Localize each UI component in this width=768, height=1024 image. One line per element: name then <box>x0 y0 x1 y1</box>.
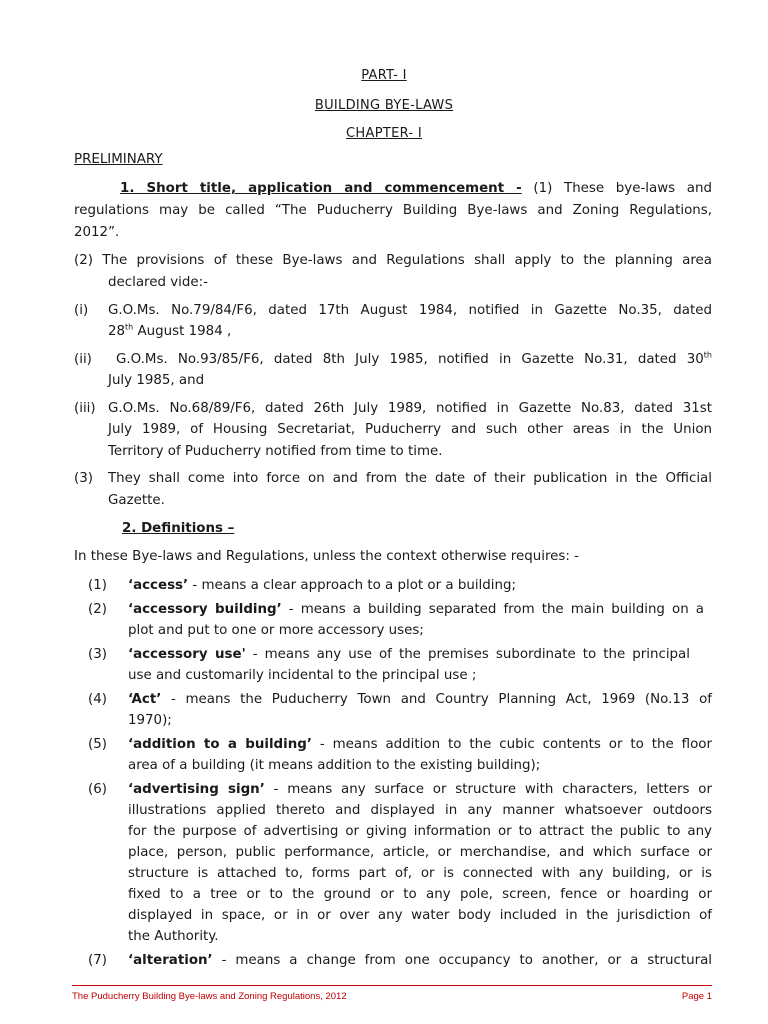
def-6-line6: fixed to a tree or to the ground or to any pole, screen, fence or hoarding or <box>128 887 712 902</box>
def-6-line7: displayed in space, or in or over any water body included in the jurisdiction of <box>128 908 712 923</box>
part-heading: PART- I <box>361 68 407 83</box>
def-3-number: (3) <box>88 647 107 662</box>
def-6-number: (6) <box>88 782 107 797</box>
def-7-line1: ‘alteration’ - means a change from one occupancy to another, or a structural <box>128 953 712 968</box>
def-6-line4: place, person, public performance, article, or merchandise, and which surface or <box>128 845 712 860</box>
def-3-line1: ‘accessory use' - means any use of the premises subordinate to the principal <box>128 647 690 662</box>
footer-title: The Puducherry Building Bye-laws and Zoning Regulations, 2012 <box>72 991 347 1002</box>
def-6-line8: the Authority. <box>128 929 219 944</box>
def-6-line5: structure is attached to, forms part of, or is connected with any building, or is <box>128 866 712 881</box>
def-5-number: (5) <box>88 737 107 752</box>
def-6-line3: for the purpose of advertising or giving information or to attract the public to any <box>128 824 712 839</box>
clause3-number: (3) <box>74 471 93 486</box>
clause3-line2: Gazette. <box>108 493 165 508</box>
item-iii-line2: July 1989, of Housing Secretariat, Puducherry and such other areas in the Union <box>108 422 712 437</box>
def-6-line1: ‘advertising sign’ - means any surface or structure with characters, letters or <box>128 782 712 797</box>
clause3-line1: They shall come into force on and from the date of their publication in the Official <box>108 471 712 486</box>
def-4-line1: ‘Act’ - means the Puducherry Town and Country Planning Act, 1969 (No.13 of <box>128 692 712 707</box>
item-i-line1: G.O.Ms. No.79/84/F6, dated 17th August 1984, notified in Gazette No.35, dated <box>108 303 712 318</box>
definitions-intro: In these Bye-laws and Regulations, unless the context otherwise requires: - <box>74 549 579 564</box>
item-i-line2: 28th August 1984 , <box>108 322 232 339</box>
definitions-heading: 2. Definitions – <box>122 521 235 536</box>
chapter-heading: CHAPTER- I <box>346 126 422 141</box>
def-5-line2: area of a building (it means addition to the existing building); <box>128 758 541 773</box>
def-4-line2: 1970); <box>128 713 172 728</box>
def-6-line2: illustrations applied thereto and displayed in any manner whatsoever outdoors <box>128 803 712 818</box>
def-7-number: (7) <box>88 953 107 968</box>
def-2-line2: plot and put to one or more accessory uses; <box>128 623 424 638</box>
item-iii-number: (iii) <box>74 401 96 416</box>
def-4-number: (4) <box>88 692 107 707</box>
section1-line2: regulations may be called “The Puducherry Building Bye-laws and Zoning Regulations, <box>74 203 712 218</box>
def-2-line1: ‘accessory building’ - means a building separated from the main building on a <box>128 602 704 617</box>
section1-line1: 1. Short title, application and commencement - (1) These bye-laws and <box>120 181 712 196</box>
footer-page-number: Page 1 <box>681 991 712 1002</box>
clause2-line2: declared vide:- <box>108 275 208 290</box>
def-2-number: (2) <box>88 602 107 617</box>
def-1-number: (1) <box>88 578 107 593</box>
def-1-line1: ‘access’ - means a clear approach to a plot or a building; <box>128 578 516 593</box>
title-heading: BUILDING BYE-LAWS <box>314 98 454 113</box>
item-ii-line1: G.O.Ms. No.93/85/F6, dated 8th July 1985, notified in Gazette No.31, dated 30th <box>116 350 712 367</box>
item-iii-line3: Territory of Puducherry notified from time to time. <box>108 444 443 459</box>
def-3-line2: use and customarily incidental to the principal use ; <box>128 668 477 683</box>
def-5-line1: ‘addition to a building’ - means addition to the cubic contents or to the floor <box>128 737 712 752</box>
clause2-line1: (2) The provisions of these Bye-laws and Regulations shall apply to the planning area <box>74 253 712 268</box>
section1-heading: 1. Short title, application and commencement - <box>120 181 522 196</box>
item-ii-number: (ii) <box>74 352 92 367</box>
item-iii-line1: G.O.Ms. No.68/89/F6, dated 26th July 1989, notified in Gazette No.83, dated 31st <box>108 401 712 416</box>
preliminary-heading: PRELIMINARY <box>74 152 163 167</box>
item-ii-line2: July 1985, and <box>108 373 205 388</box>
item-i-number: (i) <box>74 303 89 318</box>
section1-line3: 2012”. <box>74 225 120 240</box>
footer-divider <box>72 985 712 986</box>
